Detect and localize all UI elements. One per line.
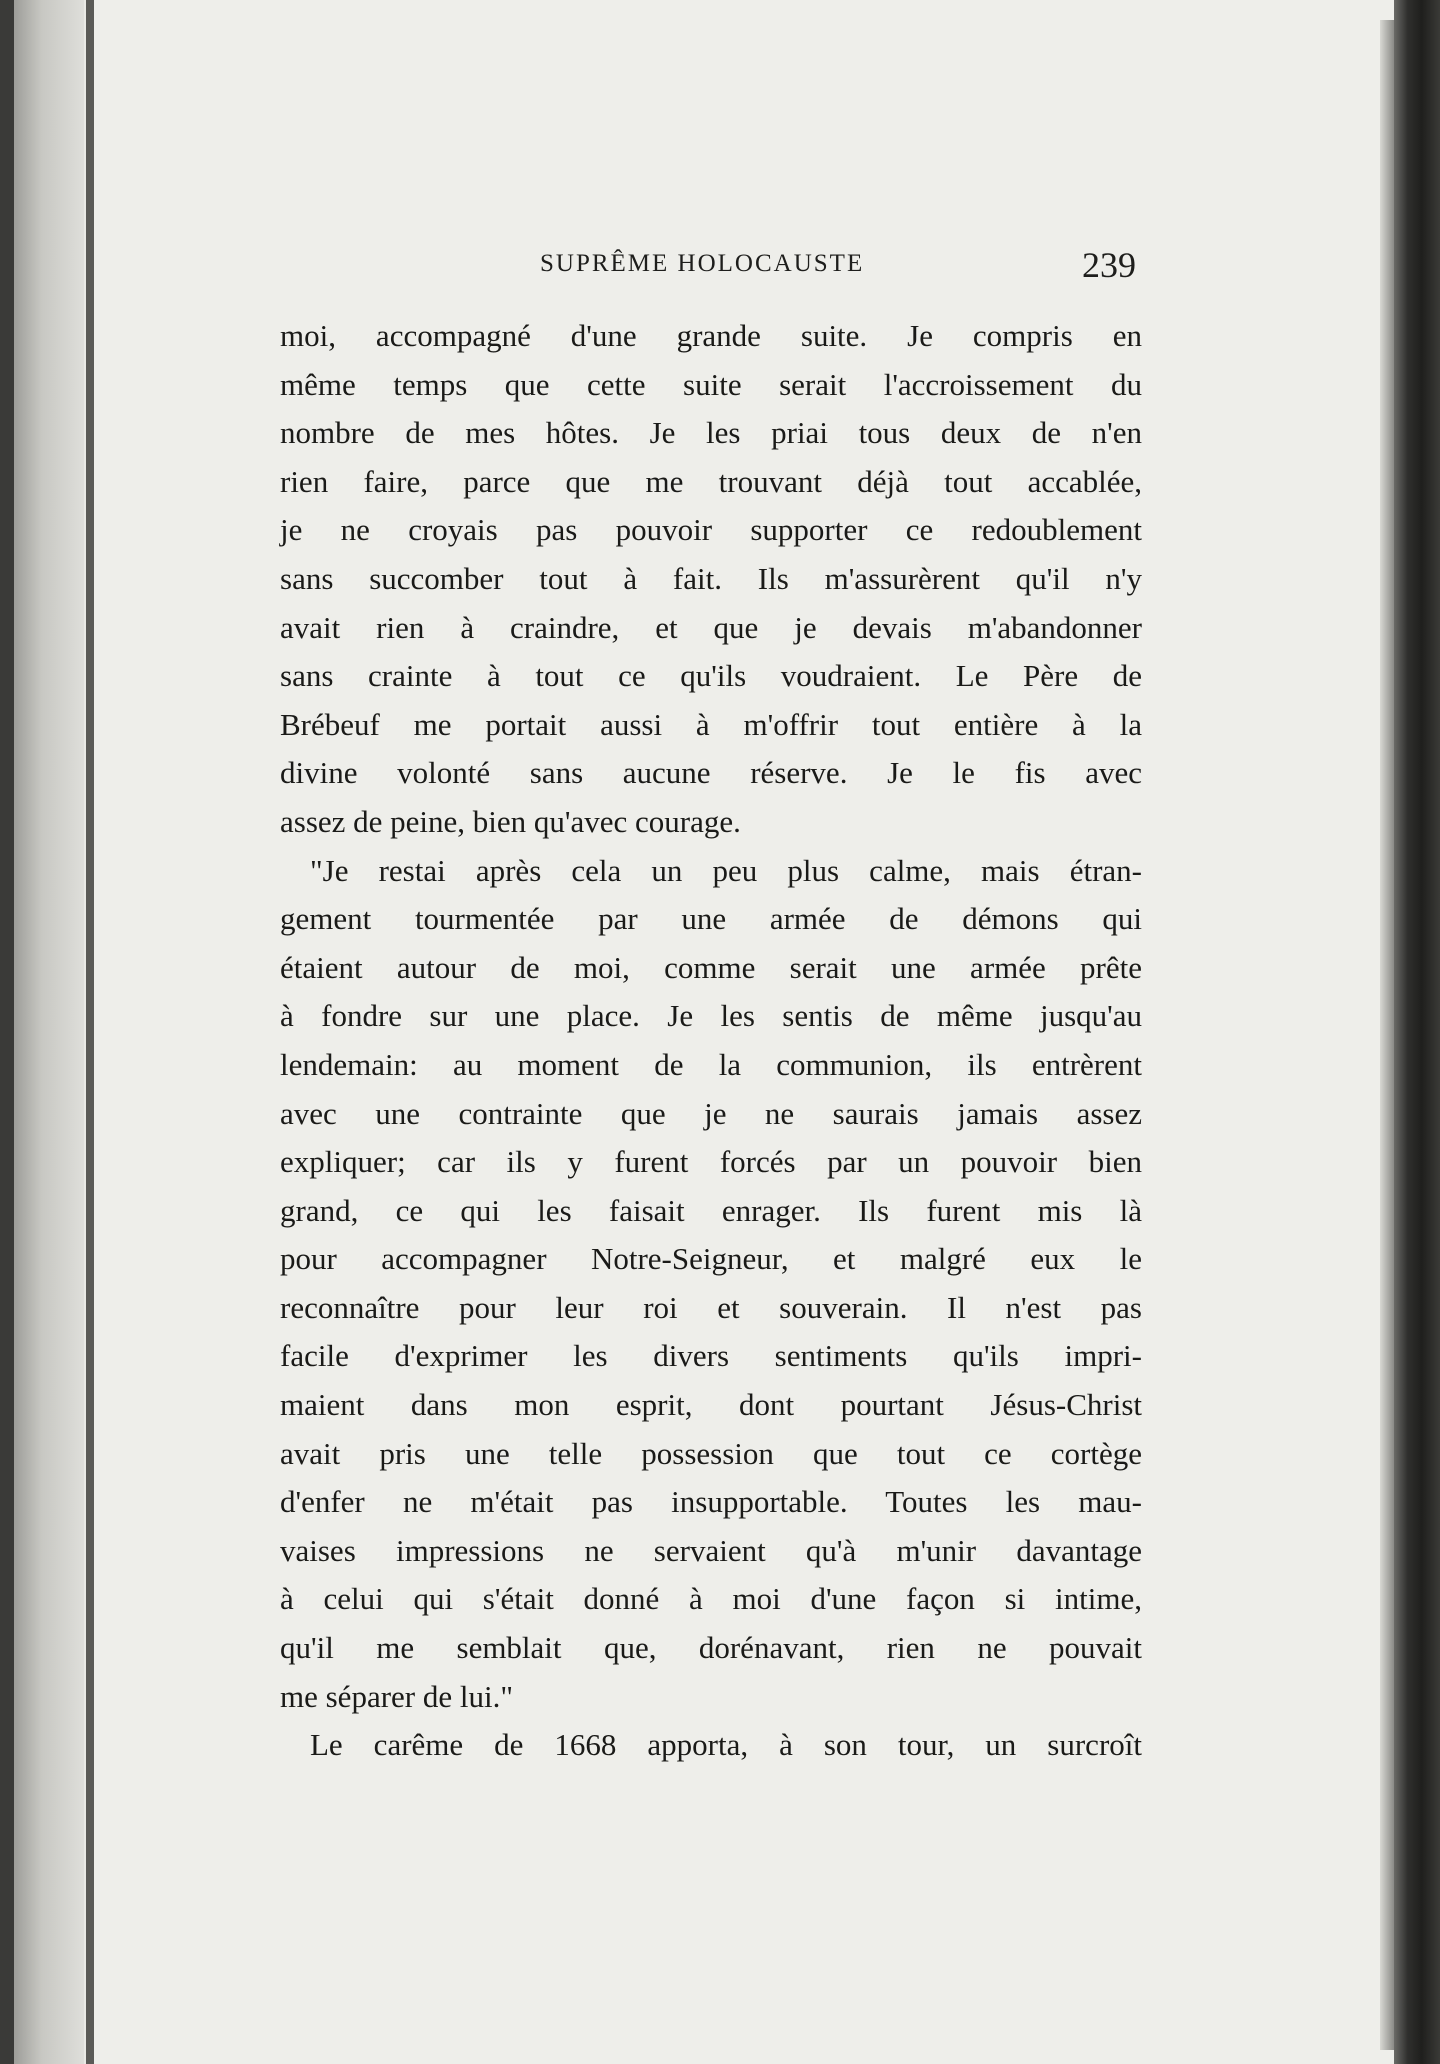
text-line: Le carême de 1668 apporta, à son tour, un surcroît (310, 1727, 1142, 1763)
text-line: grand, ce qui les faisait enrager. Ils furent mis là (280, 1192, 1142, 1228)
page-number: 239 (1082, 245, 1136, 285)
text-line: maient dans mon esprit, dont pourtant Jésus-Christ (280, 1387, 1142, 1423)
text-line: je ne croyais pas pouvoir supporter ce redoublement (280, 512, 1142, 548)
text-line: avait rien à craindre, et que je devais m'abandonner (280, 609, 1142, 645)
facing-page-shadow (14, 0, 84, 2064)
text-line: moi, accompagné d'une grande suite. Je compris en (280, 318, 1142, 353)
film-edge-left (0, 0, 14, 2064)
gutter (86, 0, 94, 2064)
text-line: me séparer de lui." (280, 1678, 513, 1714)
text-line: "Je restai après cela un peu plus calme, mais étran- (310, 852, 1142, 888)
text-line: sans crainte à tout ce qu'ils voudraient. Le Père de (280, 658, 1142, 694)
binding-edge-right (1394, 0, 1440, 2064)
text-line: nombre de mes hôtes. Je les priai tous deux de n'en (280, 415, 1142, 451)
text-line: lendemain: au moment de la communion, ils entrèrent (280, 1046, 1142, 1082)
running-head: SUPRÊME HOLOCAUSTE (540, 250, 865, 277)
text-line: Brébeuf me portait aussi à m'offrir tout entière à la (280, 706, 1142, 742)
text-line: étaient autour de moi, comme serait une armée prête (280, 949, 1142, 985)
text-line: rien faire, parce que me trouvant déjà tout accablée, (280, 463, 1142, 499)
text-line: à celui qui s'était donné à moi d'une façon si intime, (280, 1581, 1142, 1617)
text-line: pour accompagner Notre-Seigneur, et malgré eux le (280, 1241, 1142, 1277)
page-stack-edge (1380, 20, 1394, 2050)
text-line: même temps que cette suite serait l'accroissement du (280, 366, 1142, 402)
text-line: qu'il me semblait que, dorénavant, rien ne pouvait (280, 1630, 1142, 1666)
text-line: avait pris une telle possession que tout ce cortège (280, 1435, 1142, 1471)
text-line: gement tourmentée par une armée de démons qui (280, 901, 1142, 937)
text-line: assez de peine, bien qu'avec courage. (280, 803, 741, 839)
text-line: vaises impressions ne servaient qu'à m'unir davantage (280, 1532, 1142, 1568)
text-line: avec une contrainte que je ne saurais jamais assez (280, 1095, 1142, 1131)
text-line: d'enfer ne m'était pas insupportable. Toutes les mau- (280, 1484, 1142, 1520)
text-line: expliquer; car ils y furent forcés par un pouvoir bien (280, 1144, 1142, 1180)
text-line: sans succomber tout à fait. Ils m'assurèrent qu'il n'y (280, 560, 1142, 596)
text-line: facile d'exprimer les divers sentiments qu'ils impri- (280, 1338, 1142, 1374)
text-line: reconnaître pour leur roi et souverain. Il n'est pas (280, 1289, 1142, 1325)
text-line: divine volonté sans aucune réserve. Je le fis avec (280, 755, 1142, 791)
body-text (280, 312, 1142, 1770)
text-line: à fondre sur une place. Je les sentis de même jusqu'au (280, 998, 1142, 1034)
